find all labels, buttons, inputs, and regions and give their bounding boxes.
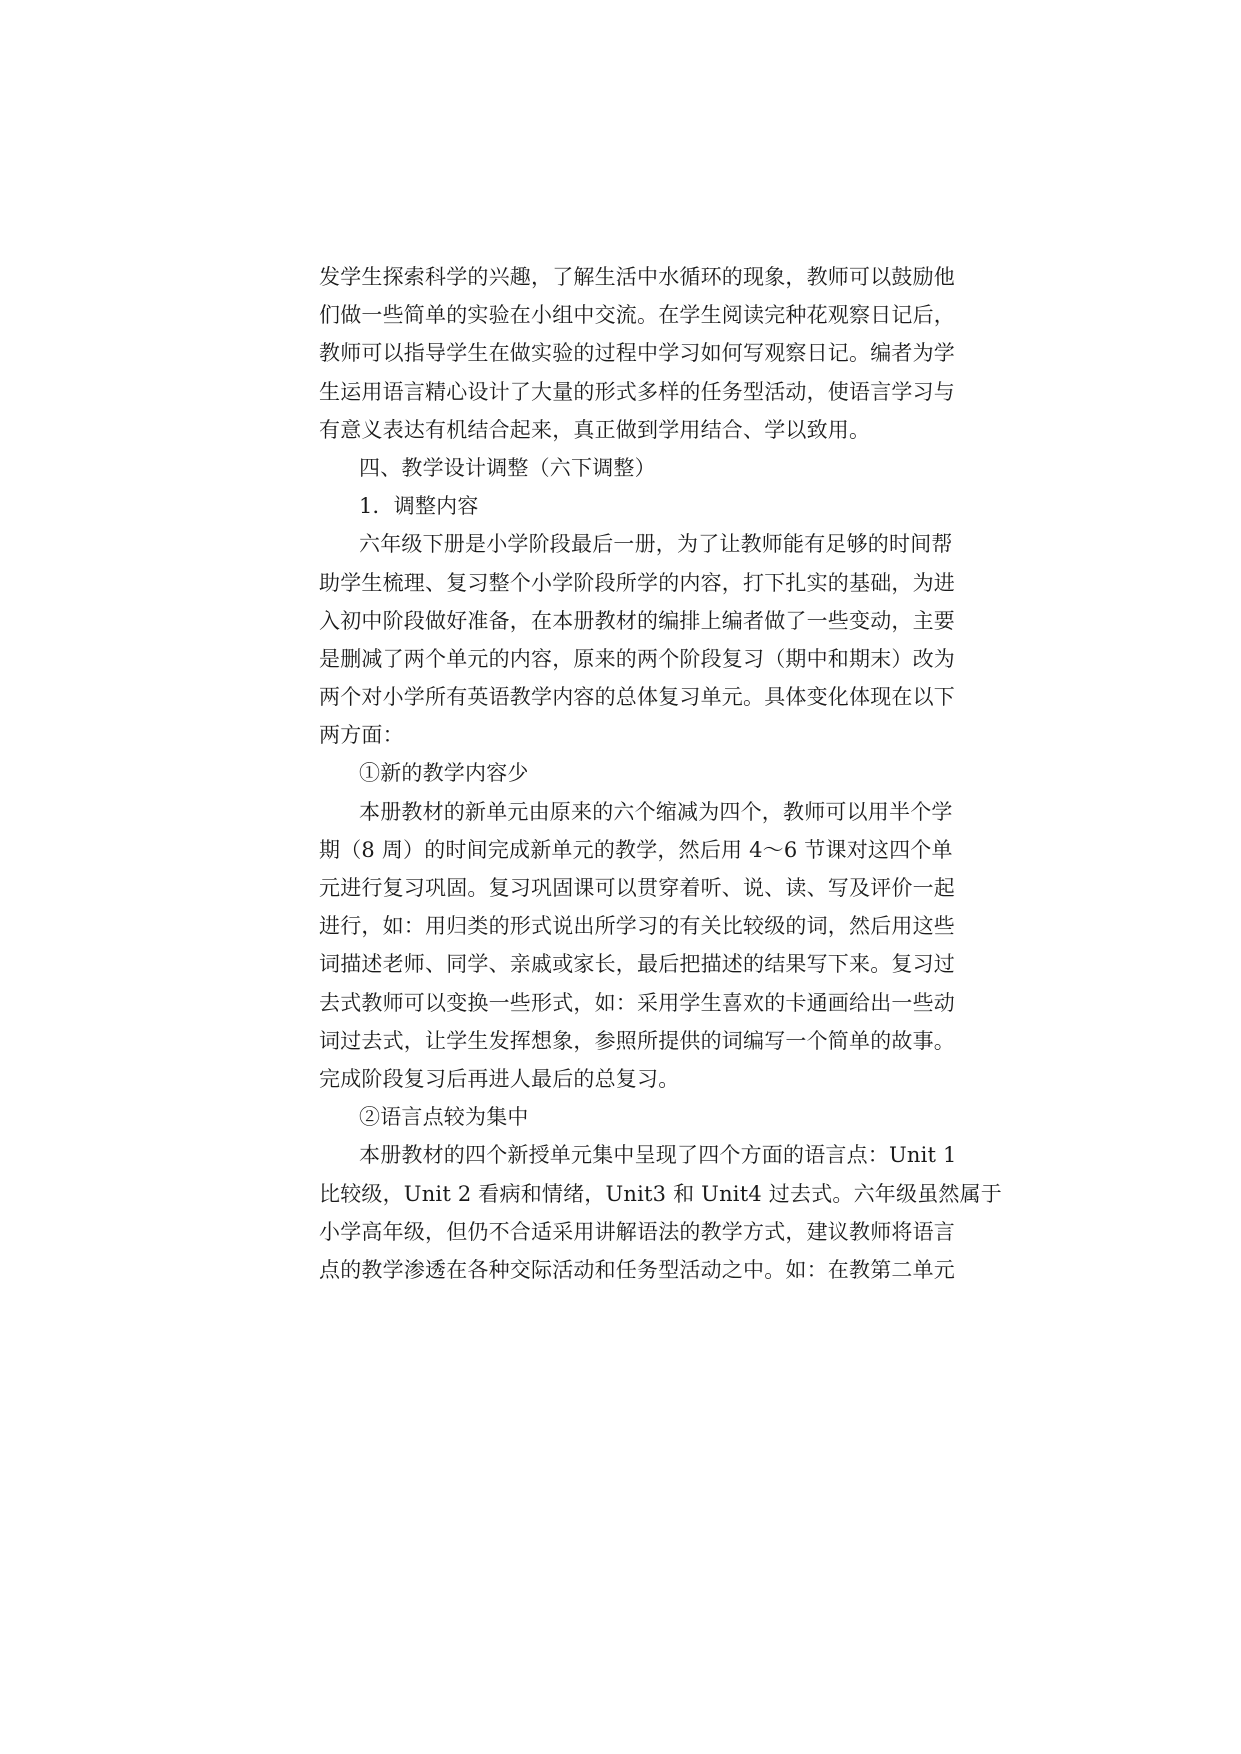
- section-heading: 四、教学设计调整（六下调整）: [359, 455, 656, 480]
- text-line: 进行，如：用归类的形式说出所学习的有关比较级的词，然后用这些: [319, 914, 955, 939]
- text-line: 小学高年级，但仍不合适采用讲解语法的教学方式，建议教师将语言: [319, 1219, 955, 1244]
- text-line: 期（8 周）的时间完成新单元的教学，然后用 4～6 节课对这四个单: [319, 837, 953, 862]
- text-line: 两个对小学所有英语教学内容的总体复习单元。具体变化体现在以下: [319, 685, 955, 710]
- text-line: 有意义表达有机结合起来，真正做到学用结合、学以致用。: [319, 417, 871, 442]
- text-line: 助学生梳理、复习整个小学阶段所学的内容，打下扎实的基础，为进: [319, 570, 955, 595]
- text-line: 比较级，Unit 2 看病和情绪，Unit3 和 Unit4 过去式。六年级虽然属于: [319, 1181, 1002, 1206]
- text-line: 入初中阶段做好准备，在本册教材的编排上编者做了一些变动，主要: [319, 608, 955, 633]
- subsection-heading: 1．调整内容: [359, 494, 479, 519]
- text-line: 词过去式，让学生发挥想象，参照所提供的词编写一个简单的故事。: [319, 1028, 955, 1053]
- text-line: 生运用语言精心设计了大量的形式多样的任务型活动，使语言学习与: [319, 379, 955, 404]
- text-line: 是删减了两个单元的内容，原来的两个阶段复习（期中和期末）改为: [319, 646, 955, 671]
- list-item-heading: ②语言点较为集中: [359, 1105, 529, 1130]
- text-line: 完成阶段复习后再进人最后的总复习。: [319, 1066, 680, 1091]
- text-line: 六年级下册是小学阶段最后一册，为了让教师能有足够的时间帮: [359, 532, 953, 557]
- document-body: [319, 258, 1002, 1289]
- text-line: 教师可以指导学生在做实验的过程中学习如何写观察日记。编者为学: [319, 341, 955, 366]
- text-line: 元进行复习巩固。复习巩固课可以贯穿着听、说、读、写及评价一起: [319, 876, 955, 900]
- text-line: 词描述老师、同学、亲戚或家长，最后把描述的结果写下来。复习过: [319, 952, 955, 977]
- text-line: 去式教师可以变换一些形式，如：采用学生喜欢的卡通画给出一些动: [319, 990, 955, 1015]
- text-line: 发学生探索科学的兴趣，了解生活中水循环的现象，教师可以鼓励他: [319, 265, 955, 289]
- list-item-heading: ①新的教学内容少: [359, 761, 529, 786]
- text-line: 们做一些简单的实验在小组中交流。在学生阅读完种花观察日记后，: [319, 303, 955, 328]
- text-line: 本册教材的四个新授单元集中呈现了四个方面的语言点：Unit 1: [359, 1143, 957, 1168]
- text-line: 两方面：: [319, 723, 404, 748]
- text-line: 本册教材的新单元由原来的六个缩减为四个，教师可以用半个学: [359, 799, 953, 824]
- text-line: 点的教学渗透在各种交际活动和任务型活动之中。如：在教第二单元: [319, 1257, 955, 1282]
